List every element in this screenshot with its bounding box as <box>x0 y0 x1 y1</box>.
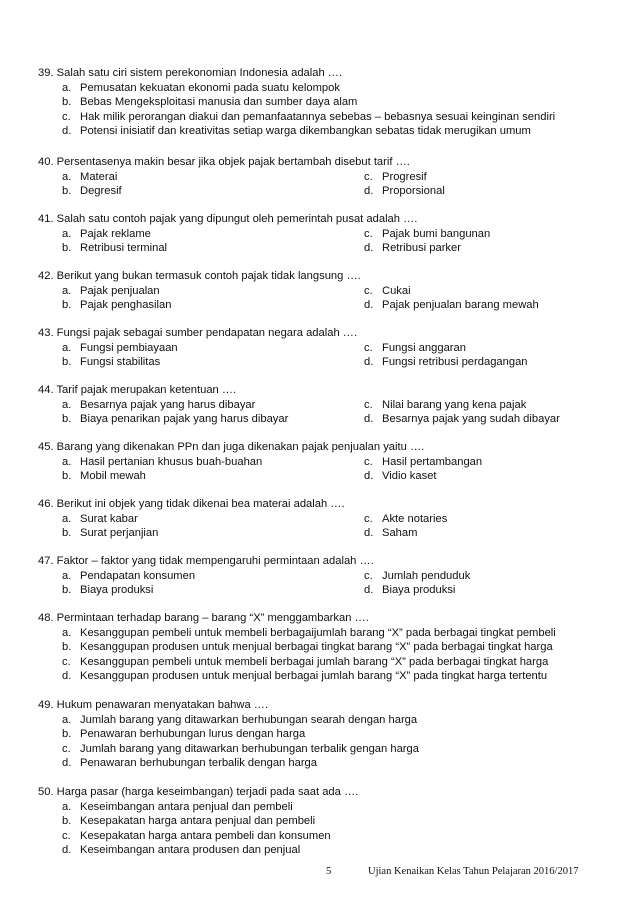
question-stem: 46. Berikut ini objek yang tidak dikenai bea materai adalah …. <box>38 498 345 510</box>
option-letter: d. <box>364 584 374 597</box>
option-d <box>364 412 604 427</box>
option-d <box>364 241 604 256</box>
option-a <box>62 569 364 584</box>
option-letter: b. <box>62 413 72 426</box>
option-d <box>364 526 604 541</box>
option-b <box>62 814 608 829</box>
option-letter: b. <box>62 242 72 255</box>
question-stem: 50. Harga pasar (harga keseimbangan) terjadi pada saat ada …. <box>38 786 359 798</box>
option-text: Potensi inisiatif dan kreativitas setiap warga dikembangkan sebatas tidak merugikan umum <box>80 125 531 138</box>
option-text: Kesanggupan produsen untuk menjual berbagai jumlah barang “X” pada tingkat harga tertentu <box>80 670 548 683</box>
page-footer <box>0 866 638 886</box>
option-c <box>364 398 604 413</box>
option-text: Kesepakatan harga antara pembeli dan konsumen <box>80 829 331 842</box>
option-letter: b. <box>62 96 72 109</box>
option-b <box>62 469 364 484</box>
option-text: Hasil pertambangan <box>382 455 483 468</box>
option-d <box>364 583 604 598</box>
option-a <box>62 713 608 728</box>
option-text: Penawaran berhubungan terbalik dengan harga <box>80 757 317 770</box>
option-letter: b. <box>62 728 72 741</box>
option-list <box>62 341 608 370</box>
option-list <box>62 569 608 598</box>
option-text: Keseimbangan antara produsen dan penjual <box>80 844 301 857</box>
option-c <box>62 655 608 670</box>
option-d <box>62 669 608 684</box>
option-text: Cukai <box>382 284 411 297</box>
option-text: Materai <box>80 170 118 183</box>
option-letter: c. <box>364 569 373 582</box>
option-letter: d. <box>364 413 374 426</box>
option-letter: a. <box>62 512 72 525</box>
option-a <box>62 341 364 356</box>
option-text: Bebas Mengeksploitasi manusia dan sumber daya alam <box>80 96 358 109</box>
option-text: Pajak bumi bangunan <box>382 227 491 240</box>
option-letter: a. <box>62 284 72 297</box>
question-43 <box>38 326 608 370</box>
option-c <box>62 742 608 757</box>
option-a <box>62 626 608 641</box>
option-text: Degresif <box>80 185 122 198</box>
option-letter: b. <box>62 815 72 828</box>
option-letter: a. <box>62 713 72 726</box>
option-text: Nilai barang yang kena pajak <box>382 398 527 411</box>
option-c <box>364 170 604 185</box>
option-letter: c. <box>62 829 71 842</box>
option-c <box>62 829 608 844</box>
question-44 <box>38 383 608 427</box>
option-list <box>62 81 608 139</box>
option-letter: d. <box>62 670 72 683</box>
option-list <box>62 398 608 427</box>
option-letter: d. <box>364 242 374 255</box>
option-list <box>62 284 608 313</box>
option-text: Hak milik perorangan diakui dan pemanfaatannya sebebas – bebasnya sesuai keinginan sendiri <box>80 110 556 123</box>
footer-title: Ujian Kenaikan Kelas Tahun Pelajaran 2016/2017 <box>368 866 579 877</box>
option-letter: d. <box>62 125 72 138</box>
option-text: Hasil pertanian khusus buah-buahan <box>80 455 263 468</box>
option-text: Akte notaries <box>382 512 448 525</box>
option-text: Keseimbangan antara penjual dan pembeli <box>80 800 293 813</box>
question-39 <box>38 66 608 139</box>
option-a <box>62 284 364 299</box>
option-b <box>62 412 364 427</box>
option-letter: c. <box>364 170 373 183</box>
option-letter: d. <box>62 844 72 857</box>
option-text: Fungsi anggaran <box>382 341 466 354</box>
question-49 <box>38 698 608 771</box>
option-c <box>364 284 604 299</box>
option-letter: c. <box>364 512 373 525</box>
option-a <box>62 800 608 815</box>
option-b <box>62 526 364 541</box>
option-b <box>62 298 364 313</box>
question-40 <box>38 155 608 199</box>
option-text: Pendapatan konsumen <box>80 569 196 582</box>
option-text: Kesanggupan pembeli untuk membeli berbagai jumlah barang “X” pada berbagai tingkat harga <box>80 655 549 668</box>
option-d <box>364 355 604 370</box>
question-stem: 43. Fungsi pajak sebagai sumber pendapatan negara adalah …. <box>38 327 358 339</box>
option-c <box>364 569 604 584</box>
question-48 <box>38 611 608 684</box>
option-c <box>364 341 604 356</box>
option-text: Retribusi parker <box>382 242 461 255</box>
option-letter: b. <box>62 185 72 198</box>
option-letter: c. <box>364 455 373 468</box>
option-text: Pajak penghasilan <box>80 299 172 312</box>
option-letter: c. <box>364 341 373 354</box>
option-a <box>62 227 364 242</box>
option-letter: d. <box>62 757 72 770</box>
option-letter: d. <box>364 356 374 369</box>
option-c <box>364 512 604 527</box>
option-letter: c. <box>62 742 71 755</box>
option-text: Mobil mewah <box>80 470 146 483</box>
question-41 <box>38 212 608 256</box>
option-letter: d. <box>364 299 374 312</box>
option-letter: b. <box>62 641 72 654</box>
option-list <box>62 713 608 771</box>
option-letter: a. <box>62 398 72 411</box>
question-46 <box>38 497 608 541</box>
option-c <box>62 110 608 125</box>
option-letter: b. <box>62 584 72 597</box>
option-letter: a. <box>62 626 72 639</box>
option-text: Pajak reklame <box>80 227 151 240</box>
option-letter: a. <box>62 341 72 354</box>
question-42 <box>38 269 608 313</box>
option-text: Besarnya pajak yang sudah dibayar <box>382 413 560 426</box>
question-stem: 44. Tarif pajak merupakan ketentuan …. <box>38 384 237 396</box>
option-list <box>62 455 608 484</box>
option-text: Jumlah barang yang ditawarkan berhubungan searah dengan harga <box>80 713 418 726</box>
question-stem: 45. Barang yang dikenakan PPn dan juga dikenakan pajak penjualan yaitu …. <box>38 441 425 453</box>
option-text: Fungsi stabilitas <box>80 356 161 369</box>
option-d <box>62 843 608 858</box>
question-47 <box>38 554 608 598</box>
option-letter: c. <box>364 284 373 297</box>
question-stem: 48. Permintaan terhadap barang – barang “X” menggambarkan …. <box>38 612 369 624</box>
option-b <box>62 355 364 370</box>
option-letter: a. <box>62 800 72 813</box>
option-d <box>364 469 604 484</box>
option-text: Pajak penjualan <box>80 284 160 297</box>
question-stem: 47. Faktor – faktor yang tidak mempengaruhi permintaan adalah …. <box>38 555 374 567</box>
option-b <box>62 241 364 256</box>
option-letter: a. <box>62 227 72 240</box>
question-50 <box>38 785 608 858</box>
option-b <box>62 583 364 598</box>
option-b <box>62 184 364 199</box>
option-b <box>62 95 608 110</box>
option-list <box>62 800 608 858</box>
option-text: Kesanggupan pembeli untuk membeli berbagaijumlah barang “X” pada berbagai tingkat pembeli <box>80 626 556 639</box>
option-text: Surat kabar <box>80 512 138 525</box>
option-letter: a. <box>62 170 72 183</box>
option-text: Vidio kaset <box>382 470 437 483</box>
option-letter: c. <box>62 110 71 123</box>
option-letter: c. <box>364 227 373 240</box>
option-text: Jumlah barang yang ditawarkan berhubungan terbalik gengan harga <box>80 742 419 755</box>
option-text: Jumlah penduduk <box>382 569 471 582</box>
option-d <box>364 298 604 313</box>
page-number: 5 <box>326 866 332 877</box>
option-text: Biaya penarikan pajak yang harus dibayar <box>80 413 289 426</box>
option-a <box>62 170 364 185</box>
option-text: Progresif <box>382 170 427 183</box>
option-text: Biaya produksi <box>80 584 154 597</box>
option-letter: d. <box>364 527 374 540</box>
question-stem: 49. Hukum penawaran menyatakan bahwa …. <box>38 699 269 711</box>
question-stem: 39. Salah satu ciri sistem perekonomian Indonesia adalah …. <box>38 67 343 79</box>
option-text: Saham <box>382 527 418 540</box>
option-d <box>62 124 608 139</box>
option-letter: b. <box>62 356 72 369</box>
option-text: Pemusatan kekuatan ekonomi pada suatu kelompok <box>80 81 340 94</box>
option-b <box>62 640 608 655</box>
option-d <box>62 756 608 771</box>
option-a <box>62 455 364 470</box>
option-text: Proporsional <box>382 185 445 198</box>
option-letter: c. <box>62 655 71 668</box>
option-list <box>62 512 608 541</box>
option-text: Retribusi terminal <box>80 242 168 255</box>
option-letter: b. <box>62 470 72 483</box>
option-text: Pajak penjualan barang mewah <box>382 299 539 312</box>
option-list <box>62 227 608 256</box>
option-a <box>62 81 608 96</box>
question-stem: 41. Salah satu contoh pajak yang dipungut oleh pemerintah pusat adalah …. <box>38 213 418 225</box>
question-45 <box>38 440 608 484</box>
option-text: Kesanggupan produsen untuk menjual berbagai tingkat barang “X” pada berbagai tingkat harga <box>80 641 553 654</box>
option-text: Penawaran berhubungan lurus dengan harga <box>80 728 306 741</box>
option-text: Surat perjanjian <box>80 527 159 540</box>
option-text: Fungsi retribusi perdagangan <box>382 356 528 369</box>
option-letter: a. <box>62 81 72 94</box>
option-letter: d. <box>364 185 374 198</box>
option-list <box>62 170 608 199</box>
option-text: Fungsi pembiayaan <box>80 341 178 354</box>
question-stem: 40. Persentasenya makin besar jika objek pajak bertambah disebut tarif …. <box>38 156 410 168</box>
option-text: Besarnya pajak yang harus dibayar <box>80 398 256 411</box>
option-a <box>62 512 364 527</box>
option-letter: c. <box>364 398 373 411</box>
option-letter: b. <box>62 299 72 312</box>
option-text: Biaya produksi <box>382 584 456 597</box>
option-a <box>62 398 364 413</box>
option-c <box>364 227 604 242</box>
option-d <box>364 184 604 199</box>
option-letter: d. <box>364 470 374 483</box>
option-text: Kesepakatan harga antara penjual dan pembeli <box>80 815 316 828</box>
question-stem: 42. Berikut yang bukan termasuk contoh pajak tidak langsung …. <box>38 270 361 282</box>
option-letter: a. <box>62 455 72 468</box>
option-c <box>364 455 604 470</box>
option-letter: a. <box>62 569 72 582</box>
option-list <box>62 626 608 684</box>
option-letter: b. <box>62 527 72 540</box>
option-b <box>62 727 608 742</box>
